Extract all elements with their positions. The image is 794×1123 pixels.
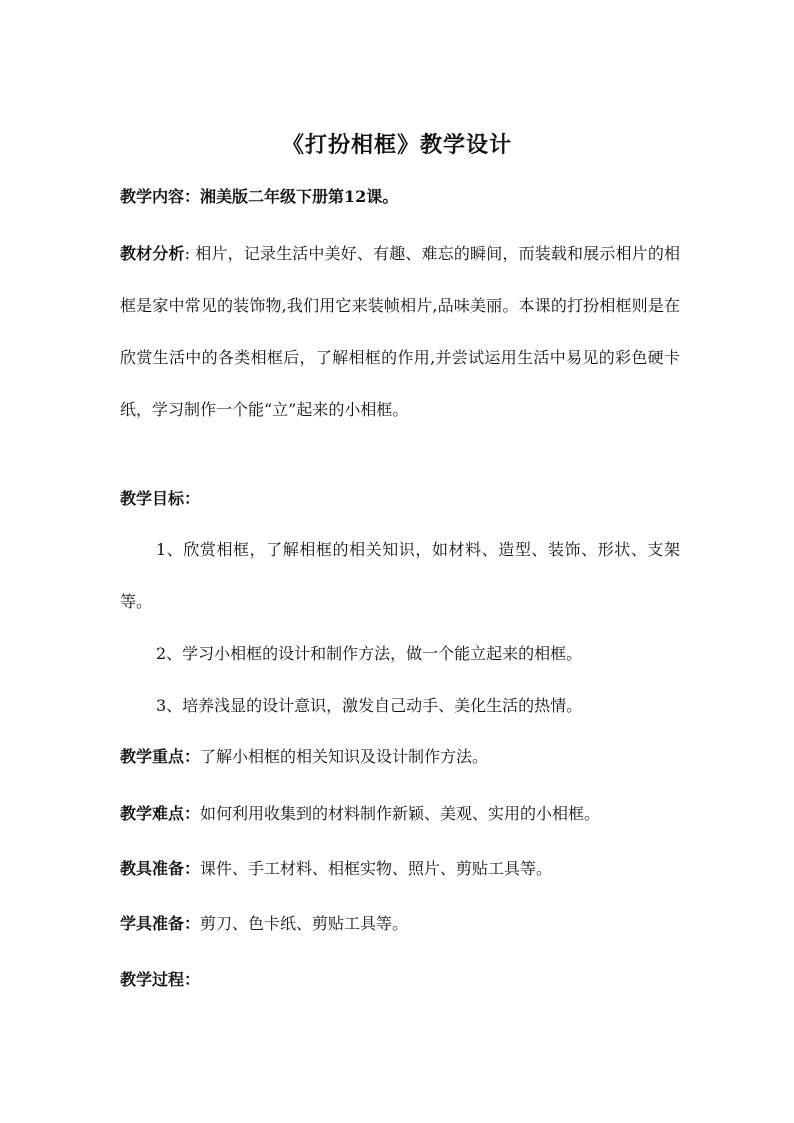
content-line	[120, 184, 680, 207]
goal-item-1: 1、欣赏相框，了解相框的相关知识，如材料、造型、装饰、形状、支架等。	[120, 540, 680, 611]
content-label: 教学内容：	[120, 187, 201, 206]
difficulty-label: 教学难点：	[120, 804, 201, 823]
student-prep-line	[120, 911, 680, 934]
student-prep-label: 学具准备：	[120, 914, 201, 933]
key-value: 了解小相框的相关知识及设计制作方法。	[200, 747, 489, 766]
analysis-paragraph	[120, 228, 680, 436]
analysis-label: 教材分析	[120, 244, 185, 263]
analysis-text: : 相片，记录生活中美好、有趣、难忘的瞬间，而装载和展示相片的相框是家中常见的装饰物,我们用它来装帧相片,品味美丽。本课的打扮相框则是在欣赏生活中的各类相框后，了解相框的作用,并尝试运用生活中易见的彩色硬卡纸，学习制作一个能“立”起来的小相框。	[120, 244, 680, 419]
goals-label: 教学目标：	[120, 489, 201, 508]
key-line	[120, 744, 680, 767]
goal-item-2: 2、学习小相框的设计和制作方法，做一个能立起来的相框。	[156, 644, 583, 663]
teacher-prep-line	[120, 856, 680, 879]
teacher-prep-label: 教具准备：	[120, 859, 201, 878]
teacher-prep-value: 课件、手工材料、相框实物、照片、剪贴工具等。	[200, 859, 553, 878]
key-label: 教学重点：	[120, 747, 201, 766]
difficulty-value: 如何利用收集到的材料制作新颖、美观、实用的小相框。	[200, 804, 601, 823]
difficulty-line	[120, 801, 680, 824]
content-value: 湘美版二年级下册第12课。	[200, 187, 399, 206]
process-label: 教学过程：	[120, 970, 201, 989]
page-title: 《打扮相框》教学设计	[281, 132, 512, 158]
student-prep-value: 剪刀、色卡纸、剪贴工具等。	[200, 914, 409, 933]
goal-item-3: 3、培养浅显的设计意识，激发自己动手、美化生活的热情。	[156, 696, 583, 715]
